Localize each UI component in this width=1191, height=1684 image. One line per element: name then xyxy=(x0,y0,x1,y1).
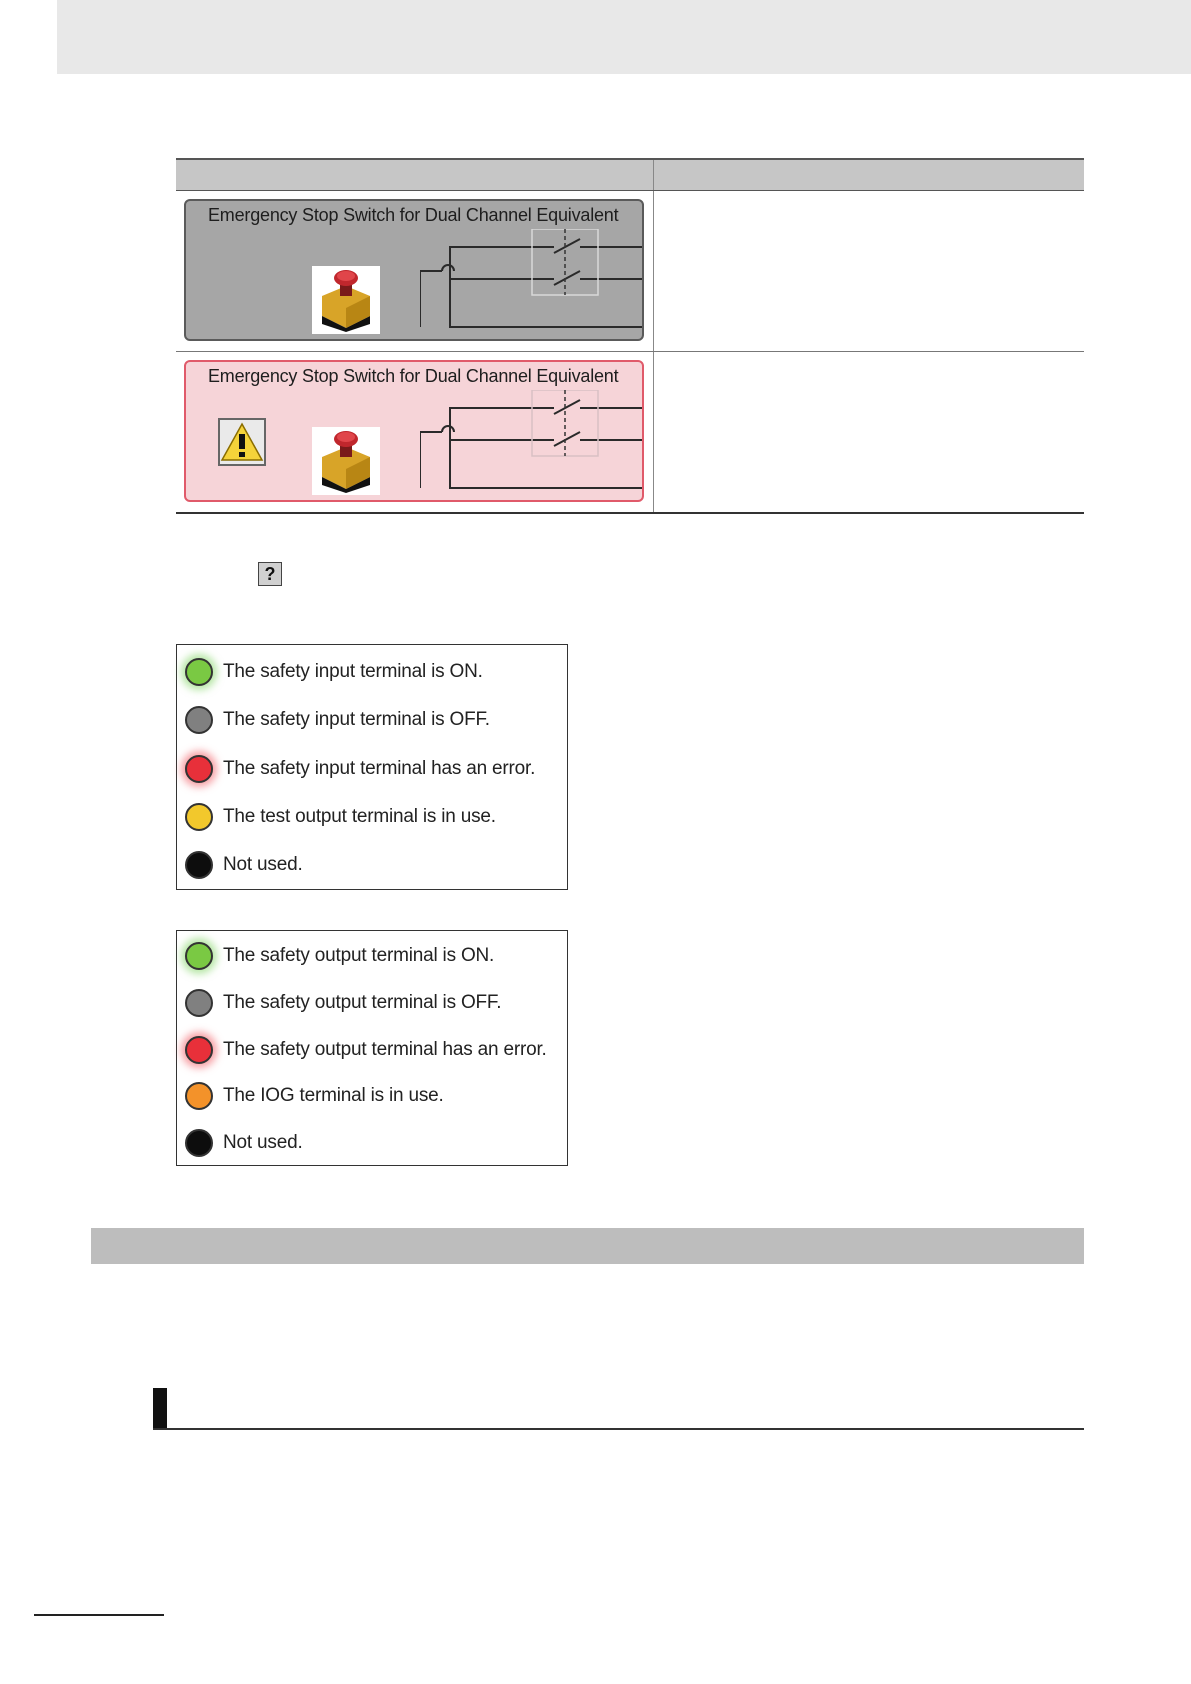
page-header-band xyxy=(57,0,1191,74)
legend-item-not-used xyxy=(185,1123,303,1163)
legend-item-input-off xyxy=(185,700,490,740)
table-header-cell-display xyxy=(176,160,654,190)
switch-status-table xyxy=(176,158,1084,514)
legend-text: Not used. xyxy=(223,854,303,875)
legend-text: The IOG terminal is in use. xyxy=(223,1085,444,1106)
switch-panel-error[interactable] xyxy=(184,360,644,502)
table-cell-description xyxy=(654,352,1084,512)
heading-marker xyxy=(153,1388,167,1428)
switch-panel-normal[interactable] xyxy=(184,199,644,341)
subsection-heading xyxy=(153,1388,1084,1430)
status-dot-black-icon xyxy=(185,1129,213,1157)
table-cell-description xyxy=(654,191,1084,351)
legend-text: The safety input terminal is ON. xyxy=(223,661,483,682)
status-dot-red-icon xyxy=(185,755,213,783)
status-dot-black-icon xyxy=(185,851,213,879)
status-dot-gray-icon xyxy=(185,706,213,734)
dual-channel-circuit-diagram xyxy=(420,390,644,498)
legend-item-output-on xyxy=(185,936,494,976)
dual-channel-circuit-diagram xyxy=(420,229,644,337)
legend-text: The test output terminal is in use. xyxy=(223,806,496,827)
output-terminal-legend xyxy=(176,930,568,1166)
table-cell-display xyxy=(176,191,654,351)
table-header xyxy=(176,158,1084,191)
legend-item-input-on xyxy=(185,652,483,692)
table-row-error xyxy=(176,352,1084,514)
legend-item-output-error xyxy=(185,1030,547,1070)
section-heading-bar xyxy=(91,1228,1084,1264)
input-terminal-legend xyxy=(176,644,568,890)
legend-item-output-off xyxy=(185,983,501,1023)
status-dot-yellow-icon xyxy=(185,803,213,831)
switch-panel-title: Emergency Stop Switch for Dual Channel Equivalent xyxy=(208,366,619,386)
emergency-stop-icon xyxy=(312,427,380,495)
legend-text: The safety output terminal is OFF. xyxy=(223,992,502,1013)
status-dot-orange-icon xyxy=(185,1082,213,1110)
legend-text: Not used. xyxy=(223,1132,303,1153)
legend-item-input-error xyxy=(185,749,535,789)
legend-text: The safety output terminal has an error. xyxy=(223,1039,547,1060)
switch-panel-title: Emergency Stop Switch for Dual Channel Equivalent xyxy=(208,205,619,225)
legend-item-iog xyxy=(185,1076,444,1116)
emergency-stop-icon xyxy=(312,266,380,334)
legend-item-not-used xyxy=(185,845,303,885)
status-dot-red-icon xyxy=(185,1036,213,1064)
help-icon[interactable]: ? xyxy=(258,562,282,586)
status-dot-green-icon xyxy=(185,658,213,686)
table-row-normal xyxy=(176,191,1084,352)
footer-rule xyxy=(34,1614,164,1616)
table-cell-display xyxy=(176,352,654,512)
status-dot-green-icon xyxy=(185,942,213,970)
legend-text: The safety output terminal is ON. xyxy=(223,945,495,966)
legend-item-test-output xyxy=(185,797,496,837)
table-header-cell-description xyxy=(654,160,1084,190)
legend-text: The safety input terminal is OFF. xyxy=(223,709,490,730)
warning-icon xyxy=(218,418,266,466)
legend-text: The safety input terminal has an error. xyxy=(223,758,536,779)
status-dot-gray-icon xyxy=(185,989,213,1017)
